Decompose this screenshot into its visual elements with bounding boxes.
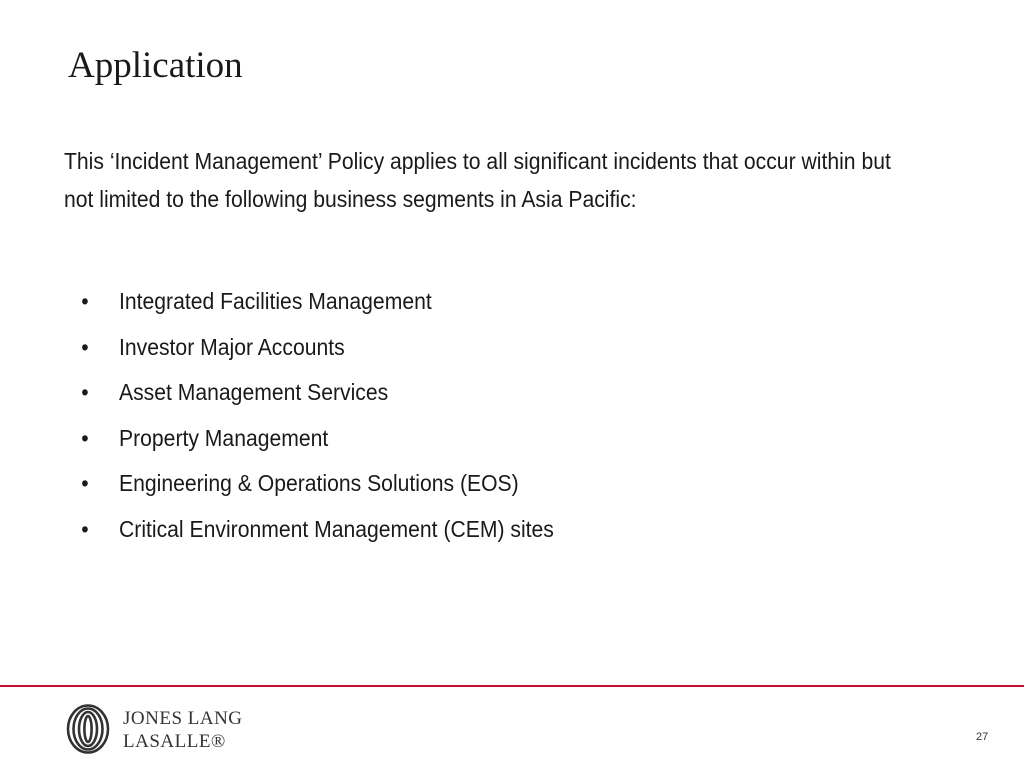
list-item [74, 416, 554, 462]
list-item [74, 461, 554, 507]
jll-stylized-oval-logo-icon [66, 704, 110, 754]
list-item-text: Investor Major Accounts [119, 333, 345, 360]
list-item-text: Engineering & Operations Solutions (EOS) [119, 470, 519, 496]
bullet-glyph: • [81, 288, 89, 314]
footer-divider [0, 685, 1024, 687]
list-item-text: Integrated Facilities Management [119, 288, 432, 314]
list-item [74, 325, 554, 371]
bullet-glyph: • [81, 424, 89, 451]
bullet-glyph: • [81, 470, 89, 496]
slide-title: Application [68, 45, 243, 86]
bullet-glyph: • [81, 333, 89, 360]
bullet-glyph: • [81, 379, 89, 405]
list-item [74, 279, 554, 325]
logo-wordmark [123, 707, 243, 753]
jll-logo [66, 704, 243, 754]
business-segments-list [74, 279, 554, 552]
intro-paragraph: This ‘Incident Management’ Policy applies to all significant incidents that occur within but not limited to the following business segments in Asia Pacific: [64, 148, 891, 212]
list-item-text: Critical Environment Management (CEM) sites [119, 515, 554, 542]
bullet-glyph: • [81, 515, 89, 542]
list-item-text: Asset Management Services [119, 379, 389, 405]
logo-line-1: JONES LANG [123, 708, 243, 729]
list-item [74, 507, 554, 553]
page-number: 27 [976, 731, 989, 743]
logo-line-2: LASALLE® [123, 731, 226, 752]
list-item [74, 370, 554, 416]
list-item-text: Property Management [119, 424, 329, 451]
